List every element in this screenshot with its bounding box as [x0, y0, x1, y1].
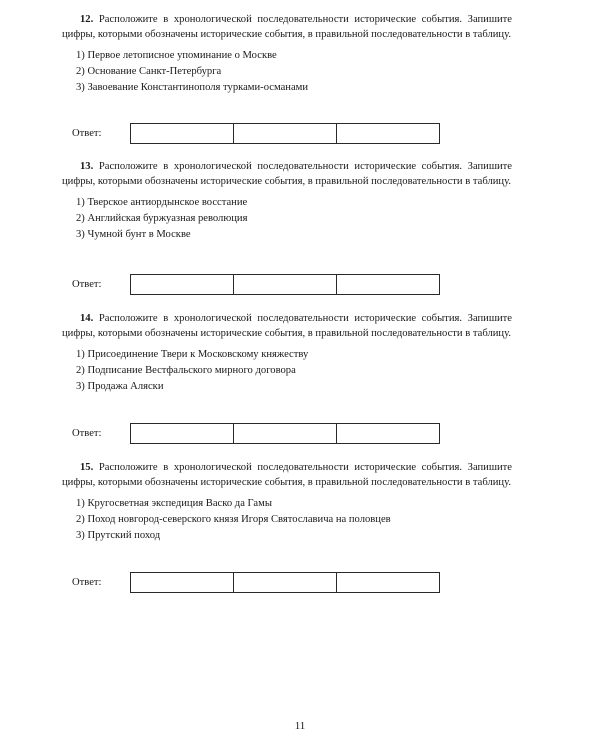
task-14-option-2: 2) Подписание Вестфальского мирного договора	[76, 365, 296, 376]
task-13	[62, 160, 512, 243]
task-14	[62, 312, 512, 395]
task-15	[62, 461, 512, 544]
task-13-answer-cell-1[interactable]	[131, 275, 234, 294]
task-13-option-1: 1) Тверское антиордынское восстание	[76, 197, 248, 208]
task-12-options	[62, 48, 512, 96]
task-14-answer-cell-2[interactable]	[234, 424, 337, 443]
task-13-answer-label: Ответ:	[72, 278, 102, 290]
task-15-answer-cell-2[interactable]	[234, 573, 337, 592]
task-15-answer-label: Ответ:	[72, 576, 102, 588]
task-14-answer-cell-1[interactable]	[131, 424, 234, 443]
task-12-number: 12.	[80, 14, 94, 25]
task-12-text: Расположите в хронологической последовательности исторические события. Запишите цифры, которыми обозначены исторические события, в правильной последовательности в таблицу.	[62, 14, 512, 40]
task-14-answer-cell-3[interactable]	[337, 424, 439, 443]
task-12-answer-cell-3[interactable]	[337, 124, 439, 143]
task-12-answer-cell-2[interactable]	[234, 124, 337, 143]
task-14-text: Расположите в хронологической последовательности исторические события. Запишите цифры, которыми обозначены исторические события, в правильной последовательности в таблицу.	[62, 313, 512, 339]
task-15-options	[62, 496, 512, 544]
task-15-option-2: 2) Поход новгород-северского князя Игоря Святославича на половцев	[76, 514, 391, 525]
task-15-answer-table	[130, 572, 440, 593]
task-12-answer-row	[72, 123, 440, 143]
task-13-number: 13.	[80, 161, 94, 172]
task-12-option-1: 1) Первое летописное упоминание о Москве	[76, 50, 277, 61]
task-15-answer-row	[72, 572, 440, 592]
task-15-text: Расположите в хронологической последовательности исторические события. Запишите цифры, которыми обозначены исторические события, в правильной последовательности в таблицу.	[62, 462, 512, 488]
task-13-options	[62, 195, 512, 243]
task-15-answer-cell-3[interactable]	[337, 573, 439, 592]
page-number: 11	[294, 720, 306, 732]
task-14-answer-row	[72, 423, 440, 443]
task-14-option-1: 1) Присоединение Твери к Московскому княжеству	[76, 349, 309, 360]
task-13-answer-table	[130, 274, 440, 295]
task-15-option-1: 1) Кругосветная экспедиция Васко да Гамы	[76, 498, 272, 509]
task-12-prompt	[62, 13, 512, 42]
task-13-option-3: 3) Чумной бунт в Москве	[76, 229, 191, 240]
task-15-answer-cell-1[interactable]	[131, 573, 234, 592]
task-13-text: Расположите в хронологической последовательности исторические события. Запишите цифры, которыми обозначены исторические события, в правильной последовательности в таблицу.	[62, 161, 512, 187]
task-12-answer-cell-1[interactable]	[131, 124, 234, 143]
task-13-answer-row	[72, 274, 440, 294]
task-13-answer-cell-3[interactable]	[337, 275, 439, 294]
task-15-option-3: 3) Прутский поход	[76, 530, 161, 541]
task-14-options	[62, 347, 512, 395]
task-12-option-3: 3) Завоевание Константинополя турками-османами	[76, 82, 309, 93]
task-12-answer-label: Ответ:	[72, 127, 102, 139]
task-14-answer-label: Ответ:	[72, 427, 102, 439]
task-12-answer-table	[130, 123, 440, 144]
task-15-prompt	[62, 461, 512, 490]
task-13-option-2: 2) Английская буржуазная революция	[76, 213, 248, 224]
task-12	[62, 13, 512, 96]
task-13-prompt	[62, 160, 512, 189]
task-15-number: 15.	[80, 462, 94, 473]
task-13-answer-cell-2[interactable]	[234, 275, 337, 294]
task-14-answer-table	[130, 423, 440, 444]
task-14-option-3: 3) Продажа Аляски	[76, 381, 164, 392]
task-14-prompt	[62, 312, 512, 341]
task-14-number: 14.	[80, 313, 94, 324]
task-12-option-2: 2) Основание Санкт-Петербурга	[76, 66, 222, 77]
